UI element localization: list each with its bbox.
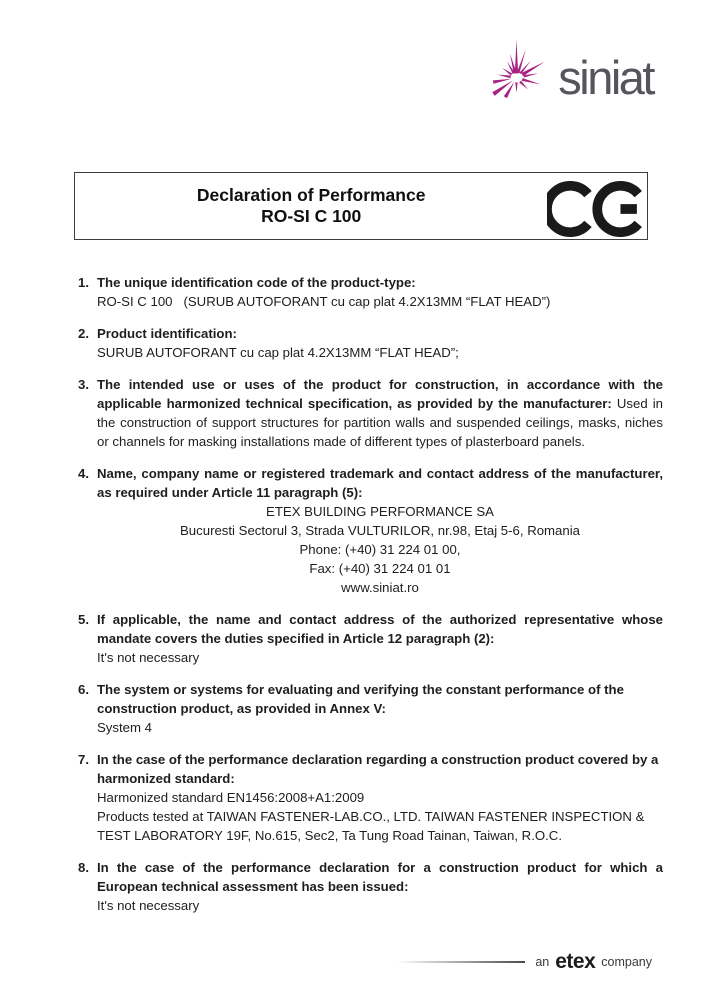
document-title: Declaration of Performance <box>196 185 426 205</box>
section-heading: The intended use or uses of the product for construction, in accordance with the applicable harmonized technical specification, as provided by the manufacturer: <box>97 377 663 411</box>
section-number: 4. <box>78 466 89 481</box>
section-item-6 <box>78 680 663 737</box>
section-heading: The unique identification code of the product-type: <box>97 275 416 290</box>
section-heading: The system or systems for evaluating and verifying the constant performance of the construction product, as provided in Annex V: <box>97 682 624 716</box>
section-heading: Product identification: <box>97 326 237 341</box>
siniat-logo <box>478 34 653 110</box>
section-body: SURUB AUTOFORANT cu cap plat 4.2X13MM “FLAT HEAD”; <box>97 345 459 360</box>
etex-wordmark: etex <box>555 950 596 973</box>
section-number: 2. <box>78 326 89 341</box>
section-body: It's not necessary <box>97 650 200 665</box>
section-number: 1. <box>78 275 89 290</box>
section-number: 3. <box>78 377 89 392</box>
section-item-5 <box>78 610 663 667</box>
section-body-standard: Harmonized standard EN1456:2008+A1:2009 <box>97 790 365 805</box>
section-heading: In the case of the performance declaration for a construction product for which a European technical assessment has been issued: <box>97 860 663 894</box>
section-item-1 <box>78 273 663 311</box>
footer-prefix: an <box>535 954 550 969</box>
title-box <box>74 172 648 240</box>
title-lines <box>75 185 547 227</box>
manufacturer-fax: Fax: (+40) 31 224 01 01 <box>309 561 451 576</box>
manufacturer-address: Bucuresti Sectorul 3, Strada VULTURILOR, nr.98, Etaj 5-6, Romania <box>180 523 580 538</box>
declaration-sections <box>78 273 663 928</box>
section-body: Used in the construction of support structures for partition walls and suspended ceilings, masks, niches or channels for masking installations made of different types of plasterboard panels. <box>97 396 664 449</box>
section-body: System 4 <box>97 720 152 735</box>
section-body: It's not necessary <box>97 898 200 913</box>
section-heading: Name, company name or registered trademark and contact address of the manufacturer, as required under Article 11 paragraph (5): <box>97 466 663 500</box>
section-item-8 <box>78 858 663 915</box>
section-heading: If applicable, the name and contact address of the authorized representative whose mandate covers the duties specified in Article 12 paragraph (2): <box>97 612 663 646</box>
section-number: 6. <box>78 682 89 697</box>
starburst-icon <box>478 34 552 110</box>
section-heading: In the case of the performance declaration regarding a construction product covered by a harmonized standard: <box>97 752 659 786</box>
footer-etex-branding <box>397 951 652 972</box>
section-number: 5. <box>78 612 89 627</box>
section-item-4 <box>78 464 663 597</box>
section-item-7 <box>78 750 663 845</box>
section-item-2 <box>78 324 663 362</box>
manufacturer-name: ETEX BUILDING PERFORMANCE SA <box>266 504 494 519</box>
section-body-lab: Products tested at TAIWAN FASTENER-LAB.CO., LTD. TAIWAN FASTENER INSPECTION & TEST LABORATORY 19F, No.615, Sec2, Ta Tung Road Tainan, Taiwan, R.O.C. <box>97 809 645 843</box>
siniat-wordmark: siniat <box>558 50 653 104</box>
footer-rule <box>397 961 525 963</box>
section-body: RO-SI C 100 (SURUB AUTOFORANT cu cap plat 4.2X13MM “FLAT HEAD”) <box>97 294 551 309</box>
section-item-3 <box>78 375 663 451</box>
footer-suffix: company <box>601 954 652 969</box>
product-code-title: RO-SI C 100 <box>261 206 362 226</box>
manufacturer-website: www.siniat.ro <box>341 580 419 595</box>
section-number: 7. <box>78 752 89 767</box>
ce-mark-icon <box>547 180 645 238</box>
manufacturer-phone: Phone: (+40) 31 224 01 00, <box>299 542 461 557</box>
section-number: 8. <box>78 860 89 875</box>
